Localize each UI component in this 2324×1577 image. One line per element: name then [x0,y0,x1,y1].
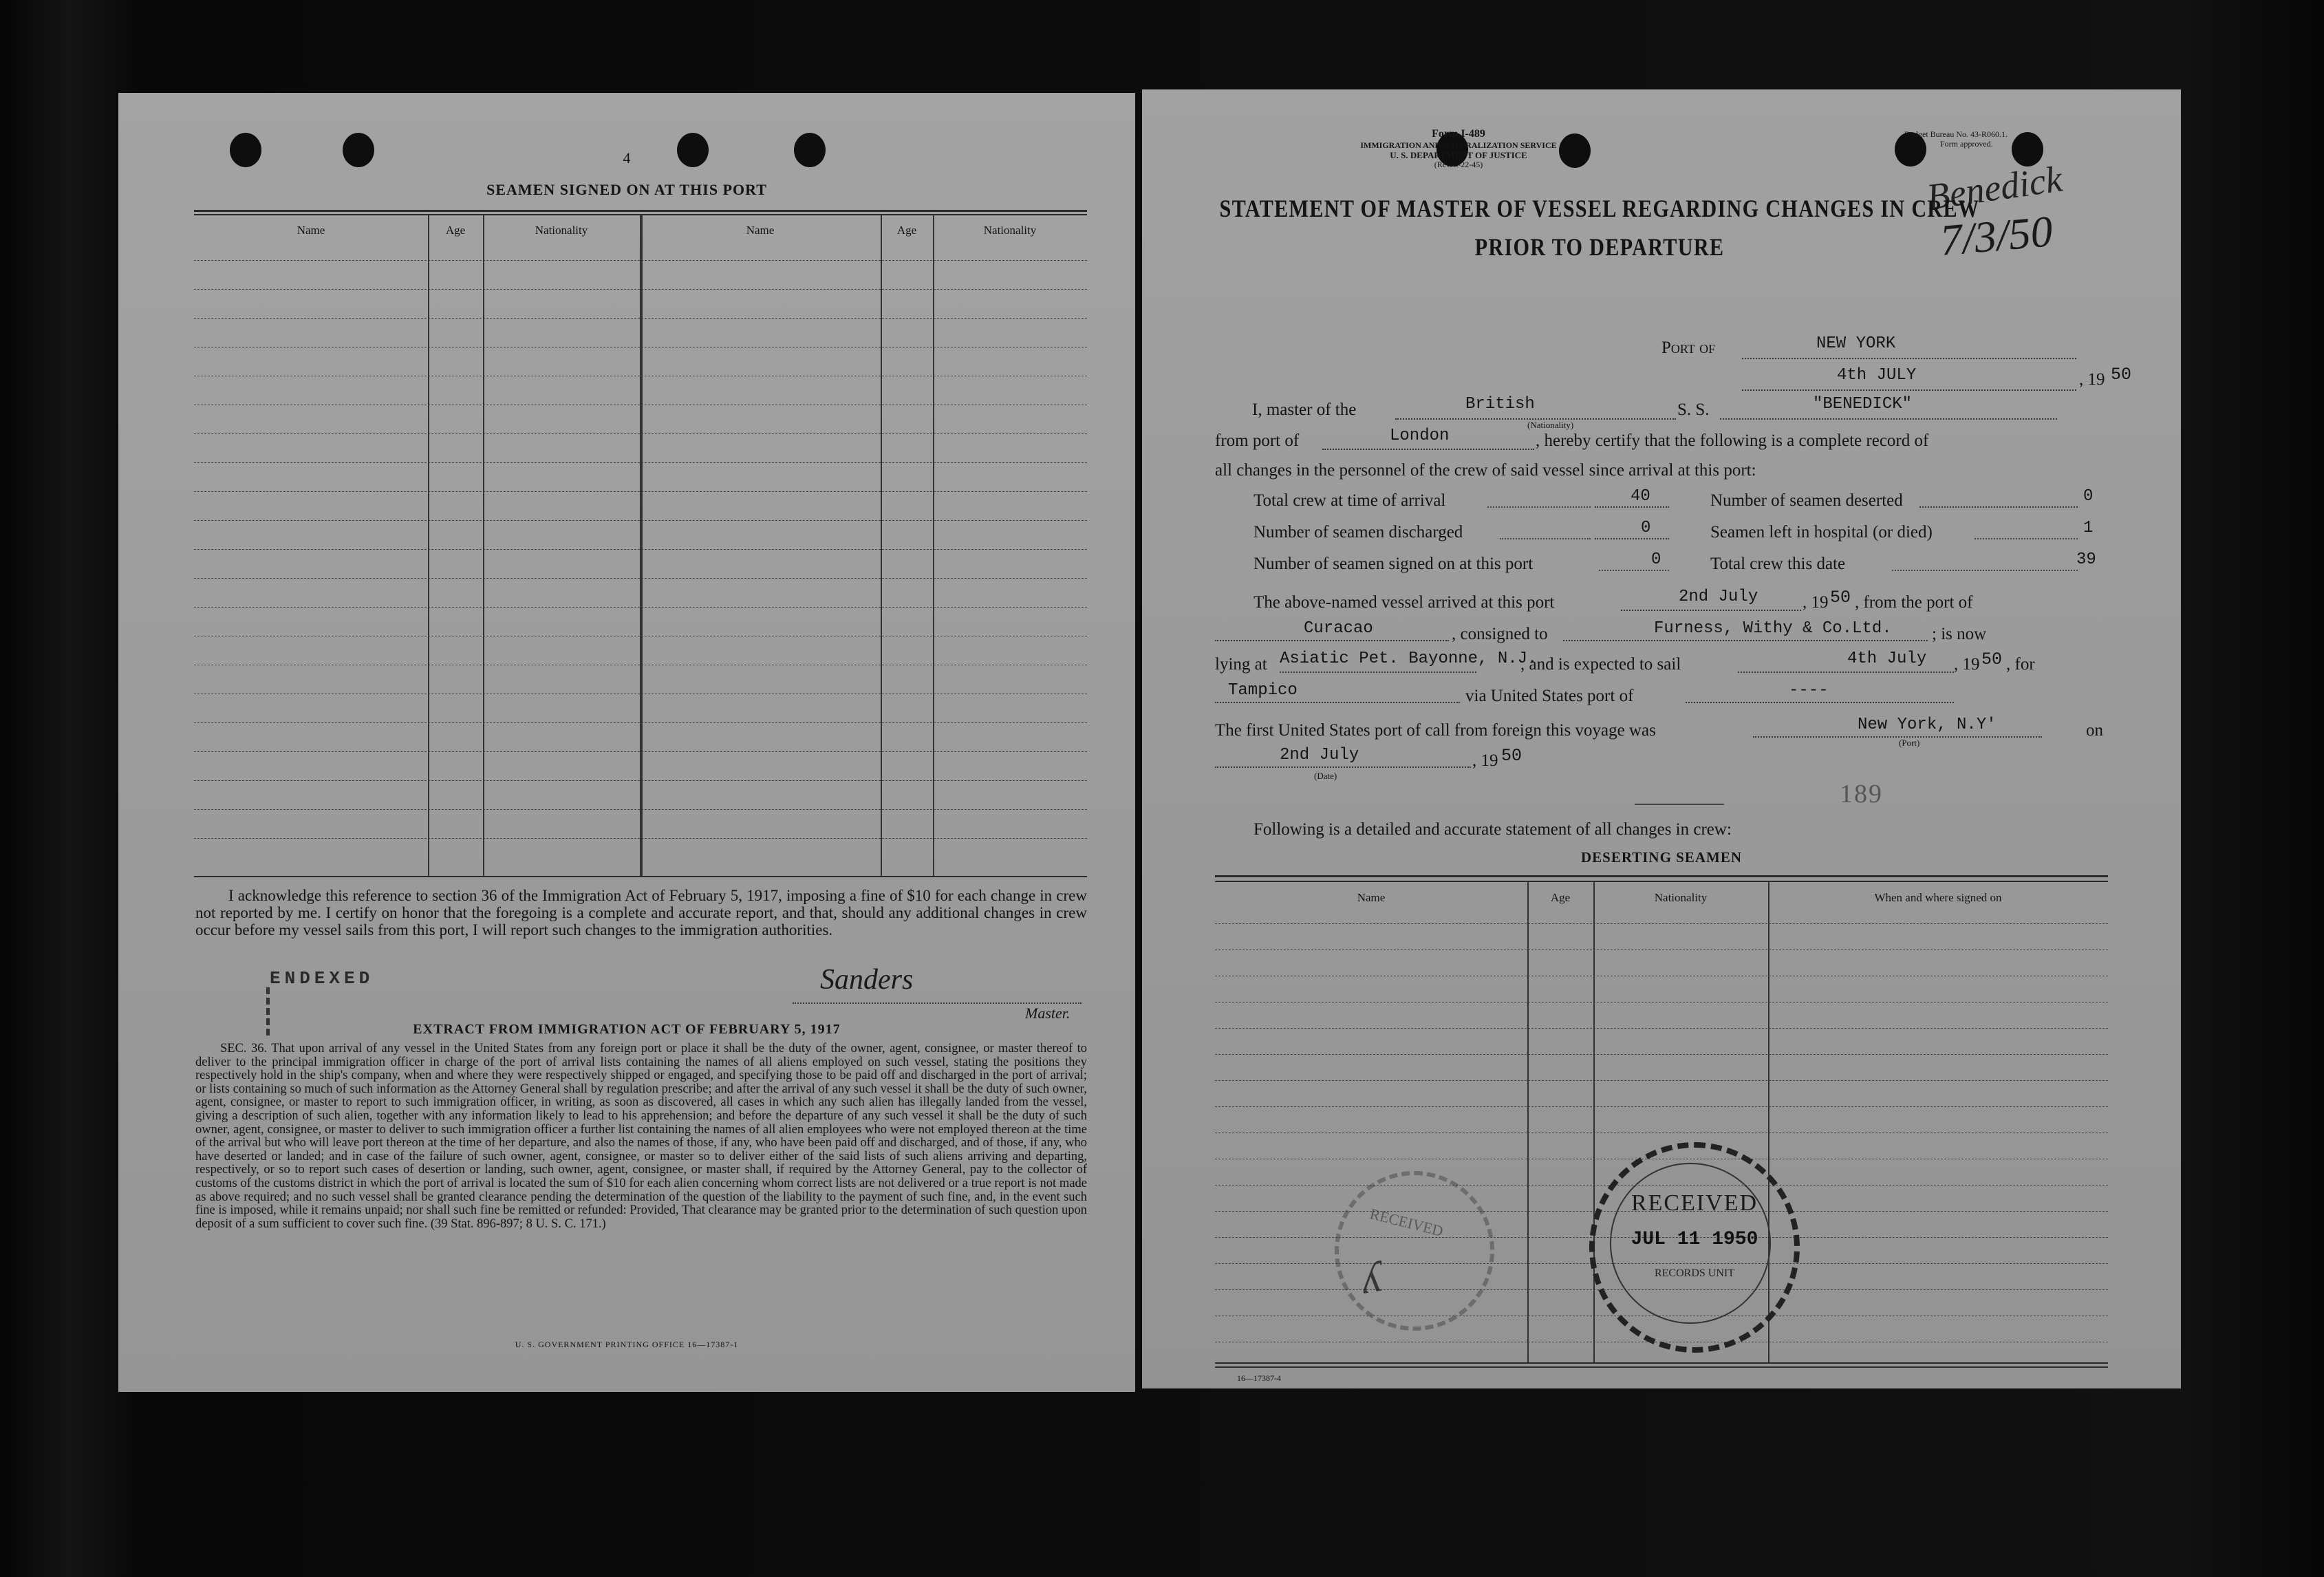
for-label: , for [2006,655,2035,674]
left-page [118,93,1135,1392]
handwritten-initials: ʎ [1356,1252,1385,1303]
report-date: 4th JULY [1837,366,1917,385]
total-date-value: 39 [2076,550,2096,569]
column-divider [483,214,484,876]
sail-year: 50 [1981,650,2003,669]
table-bottom-rule [194,876,1087,877]
received-date: JUL 11 1950 [1631,1229,1758,1250]
col-header-nationality: Nationality [535,224,588,237]
signature-line [793,1002,1082,1004]
origin-port-line [1215,640,1449,641]
budget-bureau: Budget Bureau No. 43-R060.1. [1904,129,2008,139]
footer-code: 16—17387-4 [1237,1373,1281,1383]
column-divider [1527,881,1529,1362]
first-date: 2nd July [1280,746,1359,764]
agency-line-2: U. S. DEPARTMENT OF JUSTICE [1390,150,1527,160]
form-approved: Form approved. [1940,139,1993,149]
lying-line [1280,672,1476,673]
column-divider [933,214,934,876]
discharged-value: 0 [1641,519,1651,537]
total-arrival-value: 40 [1631,487,1650,506]
expected-label: , and is expected to sail [1520,655,1681,674]
lying-value: Asiatic Pet. Bayonne, N.J. [1280,650,1538,668]
on-label: on [2086,721,2103,740]
discharged-label: Number of seamen discharged [1254,523,1463,541]
received-stamp-faded-text: RECEIVED [1368,1205,1445,1240]
report-year: 50 [2111,365,2132,385]
printing-office: U. S. GOVERNMENT PRINTING OFFICE 16—17387-1 [515,1340,739,1349]
handwritten-date: 7/3/50 [1938,206,2055,265]
records-unit: RECORDS UNIT [1654,1267,1734,1279]
arrived-year-prefix: , 19 [1803,593,1829,612]
deserted-value: 0 [2083,487,2094,506]
deserted-label: Number of seamen deserted [1710,491,1903,510]
value-line [1595,538,1669,539]
indexed-stamp: ENDEXED [270,968,374,989]
first-port-value: New York, N.Y' [1858,716,1997,734]
right-page [1142,89,2181,1388]
sail-date: 4th July [1847,650,1927,668]
column-divider [1593,881,1595,1362]
table-row [1215,1080,2108,1081]
arrived-label: The above-named vessel arrived at this port [1254,593,1555,612]
value-line [1595,506,1669,508]
via-line [1686,702,1954,703]
is-now: ; is now [1932,625,1987,643]
agency-line-1: IMMIGRATION AND NATURALIZATION SERVICE [1360,140,1557,150]
from-port-line [1322,449,1534,450]
arrived-date-line [1621,610,1801,611]
deserting-table-bottom [1215,1362,2108,1364]
column-divider [881,214,882,876]
master-label: Master. [1025,1005,1070,1022]
col-header-age: Age [896,224,917,237]
column-divider [428,214,429,876]
date-line [1742,389,2076,391]
form-revision: (Rev. 3-22-45) [1434,160,1483,169]
section-title: SEAMEN SIGNED ON AT THIS PORT [486,181,767,198]
handwritten-vessel-name: Benedick [1924,158,2065,218]
ss-label: S. S. [1677,400,1710,419]
col-header-name: Name [1357,891,1386,904]
table-top-rule [194,210,1087,212]
port-label: Port of [1661,339,1716,357]
stamped-number: 189 [1840,780,1883,808]
deserting-title: DESERTING SEAMEN [1580,849,1743,866]
leader-dots [1892,570,2078,571]
table-row [1215,923,2108,924]
deserting-table-bottom [1215,1366,2108,1368]
table-row [1215,1028,2108,1029]
received-stamp-faded [1335,1171,1494,1331]
col-header-nationality: Nationality [1654,891,1708,904]
leader-dots [1599,570,1669,571]
first-year: 50 [1501,746,1523,766]
form-title: STATEMENT OF MASTER OF VESSEL REGARDING CHANGES IN CREW [1219,195,1980,222]
via-label: via United States port of [1465,687,1634,705]
all-changes-text: all changes in the personnel of the crew of said vessel since arrival at this port: [1215,461,1756,480]
following-text: Following is a detailed and accurate statement of all changes in crew: [1254,820,1732,839]
extract-title: EXTRACT FROM IMMIGRATION ACT OF FEBRUARY 5, 1917 [413,1022,841,1037]
nationality-caption: (Nationality) [1527,420,1574,430]
port-line [1742,358,2076,359]
master-signature: Sanders [820,964,914,996]
hospital-value: 1 [2083,519,2094,537]
leader-dots [1487,506,1591,508]
master-of-label: I, master of the [1252,400,1357,419]
extract-text: SEC. 36. That upon arrival of any vessel in the United States from any foreign port or place it shall be the duty of the owner, agent, consignee, or master thereof to deliver to the principal immigration officer in charge of the port of arrival lists containing the names of all aliens employed on such vessel, stating the positions they respectively hold in the ship's company, when and where they were respectively shipped or engaged, and specifying those to be paid off and discharged in the port of arrival; or lists containing so much of such information as the Attorney General shall by regulation prescribe; and after the arrival of any such vessel it shall be the duty of such owner, agent, consignee, or master to report to such immigration officer, in writing, as soon as discovered, all cases in which any such alien has illegally landed from the vessel, giving a description of such alien, together with any information likely to lead to his apprehension; and before the departure of any such vessel it shall be the duty of such owner, agent, consignee, or master to deliver to such immigration officer a further list containing the names of all alien employees who were not employed thereon at the time of the arrival but who will leave port thereon at the time of her departure, and also the names of those, if any, who have been paid off and discharged, and of those, if any, who have deserted or landed; and in case of the failure of such owner, agent, consignee, or master so to deliver either of the said lists of such aliens arriving and departing, respectively, or so to report such cases of desertion or landing, such owner, agent, consignee, or master shall, if required by the Attorney General, pay to the collector of customs of the customs district in which the port of arrival is located the sum of $10 for each alien concerning whom correct lists are not delivered or a true report is not made as above required; and no such vessel shall be granted clearance pending the determination of the question of the liability to the payment of such fine, and, in the event such fine is imposed, while it remains unpaid; nor shall such fine be remitted or refunded: Provided, That clearance may be granted prior to the determination of such question upon deposit of a sum sufficient to cover such fine. (39 Stat. 896-897; 8 U. S. C. 171.) [195,1042,1087,1231]
form-title-line-2: PRIOR TO DEPARTURE [1474,233,1725,261]
signed-on-value: 0 [1651,550,1661,569]
signed-on-label: Number of seamen signed on at this port [1254,555,1534,573]
year-prefix: , 19 [2079,370,2105,389]
deserting-table-top [1215,875,2108,877]
col-header-nationality: Nationality [983,224,1037,237]
col-header-age: Age [445,224,466,237]
destination-line [1215,702,1460,703]
destination: Tampico [1228,681,1298,700]
column-divider [640,214,643,876]
port-value: NEW YORK [1816,334,1896,353]
from-port-value: London [1390,427,1450,445]
from-the-port-of: , from the port of [1855,593,1973,612]
leader-dots [1500,538,1591,539]
lying-label: lying at [1215,655,1267,674]
sail-year-prefix: , 19 [1954,655,1980,674]
total-arrival-label: Total crew at time of arrival [1254,491,1446,510]
hospital-label: Seamen left in hospital (or died) [1710,523,1933,541]
col-header-when-where: When and where signed on [1874,891,2002,904]
certify-text: , hereby certify that the following is a complete record of [1536,431,1929,450]
value-line [1919,506,2078,508]
leader-dots [1975,538,2078,539]
consignee: Furness, Withy & Co.Ltd. [1654,619,1892,638]
col-header-name: Name [297,224,325,237]
col-header-age: Age [1550,891,1571,904]
total-date-label: Total crew this date [1710,555,1846,573]
consigned-label: , consigned to [1452,625,1548,643]
table-row [1215,1106,2108,1107]
from-port-label: from port of [1215,431,1300,450]
consignee-line [1563,640,1928,641]
first-date-line [1215,766,1471,768]
arrived-year: 50 [1830,588,1851,608]
number-rule [1635,804,1724,805]
port-caption: (Port) [1899,738,1920,748]
form-number: Form I-489 [1432,128,1485,140]
first-year-prefix: , 19 [1472,751,1498,770]
vessel-line [1720,418,2057,420]
deserting-table-top [1215,881,2108,882]
origin-port: Curacao [1304,619,1373,638]
vessel-name: "BENEDICK" [1813,395,1913,414]
first-port-line [1753,736,2042,738]
page-number: 4 [623,149,631,167]
nationality-value: British [1465,395,1535,414]
received-stamp-text: RECEIVED [1631,1190,1758,1216]
certification-text: I acknowledge this reference to section 36 of the Immigration Act of February 5, 1917, imposing a fine of $10 for each change in crew not reported by me. I certify on honor that the foregoing is a complete and accurate report, and that, should any additional changes in crew occur before my vessel sails from this port, I will report such changes to the immigration authorities. [195,887,1087,938]
via-value: ---- [1789,681,1829,700]
sail-date-line [1738,672,1954,673]
col-header-name: Name [746,224,775,237]
first-port-label: The first United States port of call from foreign this voyage was [1215,721,1656,740]
table-row [1215,1054,2108,1055]
date-caption: (Date) [1314,771,1337,781]
arrived-date: 2nd July [1679,588,1758,606]
